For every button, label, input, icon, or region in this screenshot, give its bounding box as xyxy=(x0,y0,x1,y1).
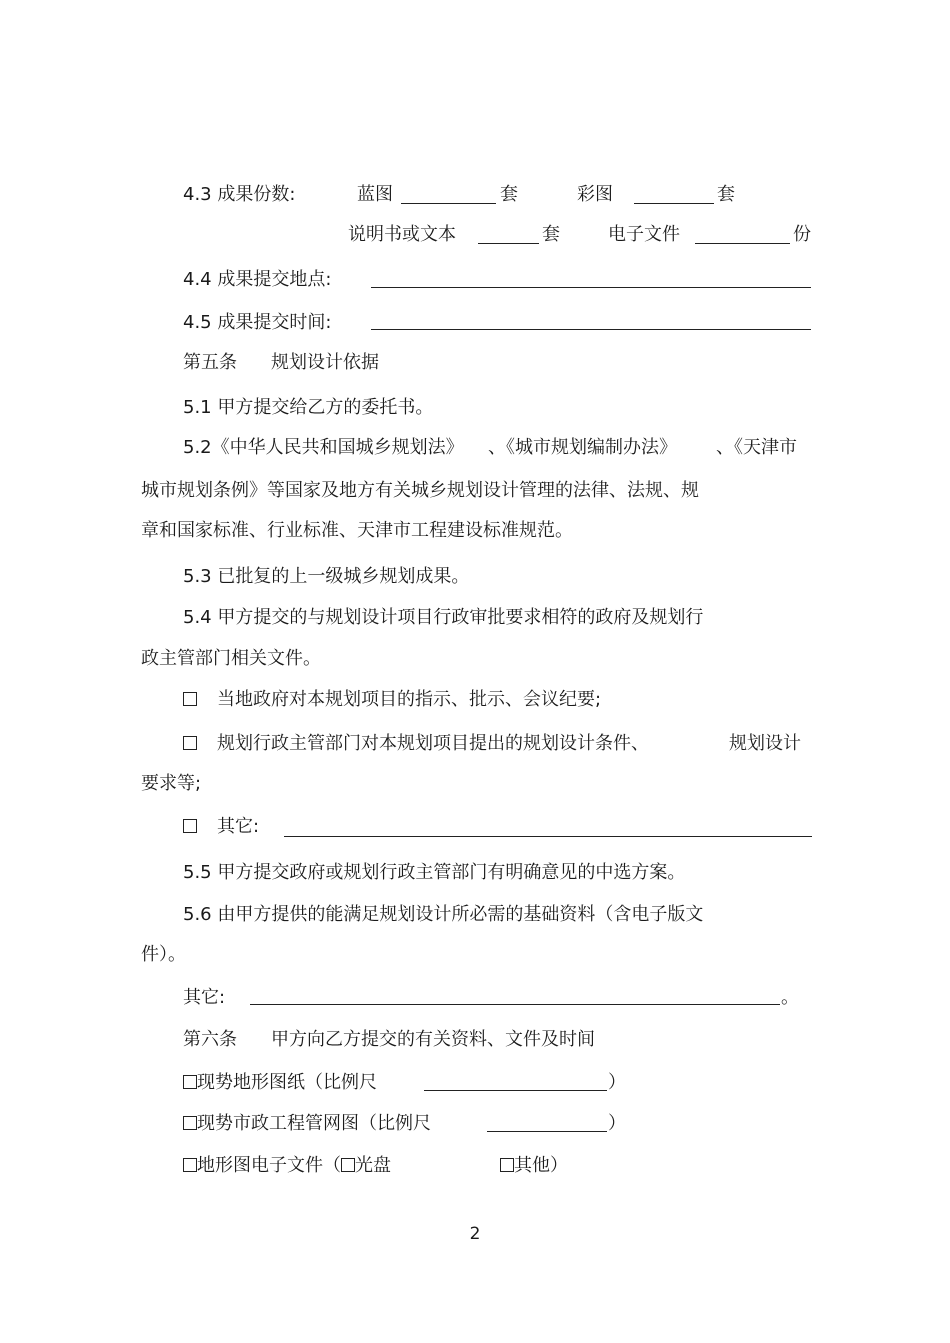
article-6-number: 第六条 xyxy=(183,1029,237,1050)
checkbox-topo-map[interactable] xyxy=(183,1075,197,1089)
s43-set-unit-2: 套 xyxy=(717,184,735,205)
efile-count-field[interactable] xyxy=(695,243,790,244)
submit-location-field[interactable] xyxy=(371,287,811,288)
s43-blue-label: 蓝图 xyxy=(357,184,393,205)
material-row-topo xyxy=(183,1071,377,1095)
submit-time-field[interactable] xyxy=(371,329,811,330)
other-doc-field[interactable] xyxy=(284,836,812,837)
s45-label: 4.5 成果提交时间: xyxy=(183,312,332,333)
efile-label: 地形图电子文件（ xyxy=(197,1155,341,1176)
pipe-scale-field[interactable] xyxy=(487,1131,607,1132)
page-number: 2 xyxy=(469,1224,481,1244)
material-row-efile xyxy=(183,1154,391,1178)
checkbox-other-label: 其它: xyxy=(217,816,260,837)
blue-count-field[interactable] xyxy=(401,203,496,204)
checkbox-other[interactable] xyxy=(183,819,197,833)
clause-5-5: 5.5 甲方提交政府或规划行政主管部门有明确意见的中选方案。 xyxy=(183,862,686,883)
checkbox-disk[interactable] xyxy=(341,1158,355,1172)
checkbox-planning-label-3: 要求等; xyxy=(141,773,202,794)
s43-label: 4.3 成果份数: xyxy=(183,184,296,205)
material-row-efile-other xyxy=(500,1154,568,1178)
clause-5-2-line1c: 、《天津市 xyxy=(716,437,797,458)
s43-color-label: 彩图 xyxy=(577,184,613,205)
pipe-map-label: 现势市政工程管网图（比例尺 xyxy=(197,1113,431,1134)
pipe-close: ） xyxy=(608,1113,626,1134)
s43-set-unit-1: 套 xyxy=(500,184,518,205)
clause-5-2-line3: 章和国家标准、行业标准、天津市工程建设标准规范。 xyxy=(141,520,573,541)
efile-other-label: 其他） xyxy=(514,1155,568,1176)
topo-map-label: 现势地形图纸（比例尺 xyxy=(197,1072,377,1093)
s44-label: 4.4 成果提交地点: xyxy=(183,269,332,290)
checkbox-planning[interactable] xyxy=(183,736,197,750)
s43-manual-label: 说明书或文本 xyxy=(348,224,456,245)
article-5-title: 规划设计依据 xyxy=(271,352,379,373)
color-count-field[interactable] xyxy=(634,203,714,204)
article-6-title: 甲方向乙方提交的有关资料、文件及时间 xyxy=(271,1029,595,1050)
other-label: 其它: xyxy=(183,987,226,1008)
checkbox-govt[interactable] xyxy=(183,692,197,706)
s43-efile-label: 电子文件 xyxy=(608,224,680,245)
clause-5-1: 5.1 甲方提交给乙方的委托书。 xyxy=(183,397,434,418)
topo-close: ） xyxy=(608,1072,626,1093)
clause-5-6-line1: 5.6 由甲方提供的能满足规划设计所必需的基础资料（含电子版文 xyxy=(183,904,704,925)
clause-5-3: 5.3 已批复的上一级城乡规划成果。 xyxy=(183,566,470,587)
s43-set-unit-3: 套 xyxy=(542,224,560,245)
s43-copy-unit: 份 xyxy=(793,224,811,245)
clause-5-4-line1: 5.4 甲方提交的与规划设计项目行政审批要求相符的政府及规划行 xyxy=(183,607,704,628)
clause-5-2-line2: 城市规划条例》等国家及地方有关城乡规划设计管理的法律、法规、规 xyxy=(141,480,699,501)
clause-5-4-line2: 政主管部门相关文件。 xyxy=(141,648,321,669)
checkbox-row-govt xyxy=(183,688,197,712)
checkbox-planning-label-2: 规划设计 xyxy=(729,733,801,754)
material-row-pipe xyxy=(183,1112,431,1136)
article-5-number: 第五条 xyxy=(183,352,237,373)
disk-label: 光盘 xyxy=(355,1155,391,1176)
clause-5-2-line1b: 、《城市规划编制办法》 xyxy=(488,437,677,458)
checkbox-efile-other[interactable] xyxy=(500,1158,514,1172)
clause-5-2-line1a: 5.2《中华人民共和国城乡规划法》 xyxy=(183,437,464,458)
clause-5-6-line2: 件）。 xyxy=(141,944,186,965)
checkbox-row-other xyxy=(183,815,197,839)
checkbox-planning-label: 规划行政主管部门对本规划项目提出的规划设计条件、 xyxy=(217,733,649,754)
other-basis-field[interactable] xyxy=(250,1004,780,1005)
manual-count-field[interactable] xyxy=(478,243,539,244)
other-end-mark: 。 xyxy=(781,987,799,1008)
checkbox-pipe-map[interactable] xyxy=(183,1116,197,1130)
topo-scale-field[interactable] xyxy=(424,1090,607,1091)
checkbox-govt-label: 当地政府对本规划项目的指示、批示、会议纪要; xyxy=(217,689,602,710)
checkbox-efile[interactable] xyxy=(183,1158,197,1172)
checkbox-row-planning xyxy=(183,732,197,756)
